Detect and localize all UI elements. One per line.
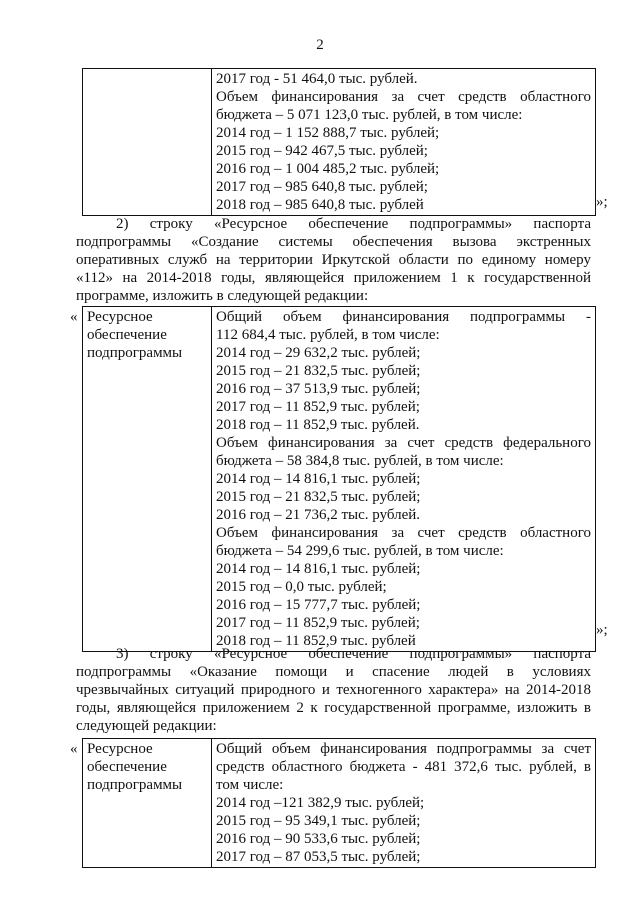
paragraph-line: оперативных служб на территории Иркутской области по единому номеру: [76, 252, 591, 268]
table-line: Общий объем финансирования подпрограммы -: [216, 309, 591, 325]
table-line: 2016 год – 90 533,6 тыс. рублей;: [216, 831, 421, 847]
table-line: Общий объем финансирования подпрограммы за счет: [216, 741, 591, 757]
paragraph-line: 2) строку «Ресурсное обеспечение подпрограммы» паспорта: [116, 216, 591, 232]
table-line: Объем финансирования за счет средств федерального: [216, 435, 591, 451]
paragraph-line: следующей редакции:: [76, 718, 217, 734]
table-heading-line: подпрограммы: [87, 345, 183, 361]
table-line: 2014 год – 14 816,1 тыс. рублей;: [216, 471, 421, 487]
closing-quote: »;: [596, 194, 608, 210]
table-line: 2016 год – 1 004 485,2 тыс. рублей;: [216, 161, 440, 177]
table-line: 2016 год – 37 513,9 тыс. рублей;: [216, 381, 421, 397]
opening-quote: «: [70, 741, 78, 757]
table-heading-line: обеспечение: [87, 759, 167, 775]
table-right-cell: [212, 307, 596, 652]
table-line: 2017 год – 87 053,5 тыс. рублей;: [216, 849, 421, 865]
table-right-cell: [212, 739, 596, 868]
paragraph-item-3: [76, 645, 591, 735]
table-line: 2016 год – 21 736,2 тыс. рублей.: [216, 507, 421, 523]
paragraph-line: чрезвычайных ситуаций природного и техногенного характера» на 2014-2018: [76, 682, 591, 698]
table-line: Объем финансирования за счет средств областного: [216, 89, 591, 105]
table-line: Объем финансирования за счет средств областного: [216, 525, 591, 541]
table-left-cell: [83, 307, 212, 652]
table-left-cell-empty: [83, 69, 212, 216]
table-heading-line: Ресурсное: [87, 741, 153, 757]
paragraph-line: 3) строку «Ресурсное обеспечение подпрограммы» паспорта: [116, 646, 591, 662]
table-line: 2014 год – 29 632,2 тыс. рублей;: [216, 345, 421, 361]
opening-quote: «: [70, 309, 78, 325]
table-heading-line: подпрограммы: [87, 777, 183, 793]
table-left-cell: [83, 739, 212, 868]
paragraph-line: подпрограммы «Оказание помощи и спасение людей в условиях: [76, 664, 591, 680]
table-line: бюджета – 58 384,8 тыс. рублей, в том числе:: [216, 453, 504, 469]
closing-quote: »;: [596, 622, 608, 638]
table-line: 112 684,4 тыс. рублей, в том числе:: [216, 327, 440, 343]
table-line: бюджета – 54 299,6 тыс. рублей, в том числе:: [216, 543, 504, 559]
table-heading-line: обеспечение: [87, 327, 167, 343]
table-line: 2017 год – 985 640,8 тыс. рублей;: [216, 179, 428, 195]
table-line: бюджета – 5 071 123,0 тыс. рублей, в том числе:: [216, 107, 523, 123]
table-line: 2015 год – 942 467,5 тыс. рублей;: [216, 143, 428, 159]
table-line: 2018 год – 11 852,9 тыс. рублей.: [216, 417, 420, 433]
table-line: том числе:: [216, 777, 284, 793]
table-line: 2014 год –121 382,9 тыс. рублей;: [216, 795, 425, 811]
paragraph-line: «112» на 2014-2018 годы, являющейся приложением 1 к государственной: [76, 270, 591, 286]
table-line: средств областного бюджета - 481 372,6 тыс. рублей, в: [216, 759, 591, 775]
page-number: 2: [316, 37, 324, 53]
funding-table-subprogram-rescue: [82, 738, 596, 868]
table-right-cell: [212, 69, 596, 216]
table-line: 2014 год – 14 816,1 тыс. рублей;: [216, 561, 421, 577]
funding-table-continuation: [82, 68, 596, 216]
paragraph-line: годы, являющейся приложением 2 к государственной программе, изложить в: [76, 700, 591, 716]
funding-table-subprogram-112: [82, 306, 596, 652]
table-line: 2018 год – 985 640,8 тыс. рублей: [216, 197, 424, 213]
table-line: 2016 год – 15 777,7 тыс. рублей;: [216, 597, 421, 613]
paragraph-item-2: [76, 215, 591, 305]
table-line: 2018 год – 11 852,9 тыс. рублей: [216, 633, 416, 649]
table-line: 2017 год – 11 852,9 тыс. рублей;: [216, 615, 420, 631]
table-line: 2015 год – 21 832,5 тыс. рублей;: [216, 363, 421, 379]
table-line: 2017 год - 51 464,0 тыс. рублей.: [216, 71, 418, 87]
table-line: 2015 год – 95 349,1 тыс. рублей;: [216, 813, 421, 829]
table-line: 2017 год – 11 852,9 тыс. рублей;: [216, 399, 420, 415]
table-line: 2015 год – 21 832,5 тыс. рублей;: [216, 489, 421, 505]
table-line: 2014 год – 1 152 888,7 тыс. рублей;: [216, 125, 440, 141]
table-line: 2015 год – 0,0 тыс. рублей;: [216, 579, 387, 595]
paragraph-line: подпрограммы «Создание системы обеспечения вызова экстренных: [76, 234, 591, 250]
table-heading-line: Ресурсное: [87, 309, 153, 325]
paragraph-line: программе, изложить в следующей редакции:: [76, 288, 369, 304]
